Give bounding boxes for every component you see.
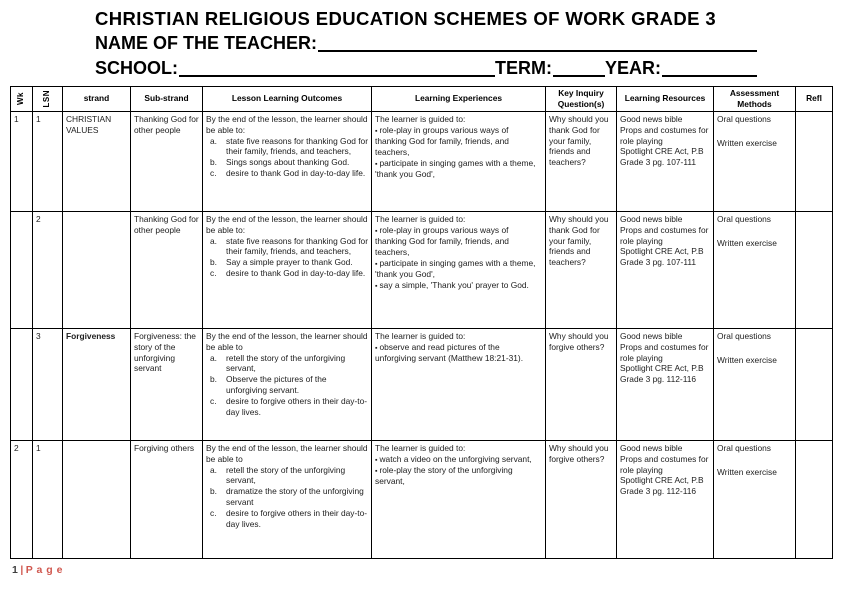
table-header-row <box>11 86 833 111</box>
outcomes-intro: By the end of the lesson, the learner should be able to <box>206 442 368 464</box>
resource-line: Props and costumes for role playing <box>620 341 709 363</box>
bullet-icon: ▪ <box>375 467 378 475</box>
outcome-item: b. Observe the pictures of the unforgiving servant. <box>210 374 327 396</box>
experience-item: ▪ participate in singing games with a theme, 'thank you God', <box>375 157 536 179</box>
resources-cell <box>617 328 714 440</box>
wk-cell: 1 <box>11 111 33 211</box>
refl-cell <box>796 328 833 440</box>
assessment-method: Oral questions <box>717 213 771 224</box>
teacher-name-blank <box>318 50 757 52</box>
resource-line: Props and costumes for role playing <box>620 124 709 146</box>
outcomes-intro: By the end of the lesson, the learner should be able to <box>206 330 368 352</box>
col-header-assessment: Assessment Methods <box>714 86 796 111</box>
wk-cell: 2 <box>11 440 33 558</box>
col-header-wk: Wk <box>11 86 33 111</box>
key-inquiry-cell: Why should you forgive others? <box>546 328 617 440</box>
col-header-refl: Refl <box>796 86 833 111</box>
outcomes-intro: By the end of the lesson, the learner should be able to: <box>206 113 368 135</box>
bullet-icon: ▪ <box>375 260 378 268</box>
outcome-item: b. dramatize the story of the unforgiving servant <box>210 486 364 508</box>
outcomes-intro: By the end of the lesson, the learner should be able to: <box>206 213 368 235</box>
experiences-cell <box>372 111 546 211</box>
assessment-method: Written exercise <box>717 237 777 248</box>
term-label: TERM: <box>494 58 552 79</box>
outcome-item: b. Sings songs about thanking God. <box>210 157 350 168</box>
schemes-of-work-table <box>10 86 833 559</box>
assessment-method: Oral questions <box>717 442 771 453</box>
bullet-icon: ▪ <box>375 282 378 290</box>
experiences-intro: The learner is guided to: <box>375 330 466 341</box>
table-row <box>11 211 833 328</box>
resource-line: Good news bible <box>620 213 683 224</box>
col-header-experiences: Learning Experiences <box>372 86 546 111</box>
strand-cell <box>63 440 131 558</box>
assessment-method: Written exercise <box>717 137 777 148</box>
table-row <box>11 111 833 211</box>
resource-line: Props and costumes for role playing <box>620 453 709 475</box>
outcome-item: c. desire to thank God in day-to-day life. <box>210 268 366 279</box>
experience-item: ▪ participate in singing games with a theme, 'thank you God', <box>375 257 536 279</box>
key-inquiry-cell: Why should you thank God for your family, friends and teachers? <box>546 111 617 211</box>
footer-separator: | <box>20 563 24 576</box>
outcomes-cell <box>203 328 372 440</box>
strand-cell: CHRISTIAN VALUES <box>63 111 131 211</box>
resource-line: Props and costumes for role playing <box>620 224 709 246</box>
assessment-method: Oral questions <box>717 330 771 341</box>
teacher-label: NAME OF THE TEACHER: <box>95 33 317 54</box>
key-inquiry-cell: Why should you thank God for your family, friends and teachers? <box>546 211 617 328</box>
assessment-method: Oral questions <box>717 113 771 124</box>
strand-cell: Forgiveness <box>63 328 131 440</box>
teacher-name-line <box>95 34 757 54</box>
lsn-cell: 1 <box>33 440 63 558</box>
col-header-lsn: LSN <box>33 86 63 111</box>
lsn-cell: 1 <box>33 111 63 211</box>
experiences-cell <box>372 211 546 328</box>
resource-line: Spotlight CRE Act, P.B Grade 3 pg. 107-111 <box>620 246 704 268</box>
sub-strand-cell: Thanking God for other people <box>131 211 203 328</box>
page-footer <box>12 564 842 576</box>
bullet-icon: ▪ <box>375 344 378 352</box>
experience-item: ▪ role-play the story of the unforgiving servant, <box>375 464 513 486</box>
sub-strand-cell: Thanking God for other people <box>131 111 203 211</box>
refl-cell <box>796 111 833 211</box>
resource-line: Good news bible <box>620 330 683 341</box>
term-blank <box>553 75 605 77</box>
school-blank <box>179 75 495 77</box>
outcome-item: a. state five reasons for thanking God for their family, friends, and teachers, <box>210 235 368 257</box>
outcome-item: a. retell the story of the unforgiving servant, <box>210 464 346 486</box>
experience-item: ▪ role-play in groups various ways of thanking God for family, friends, and teachers, <box>375 224 509 257</box>
outcome-item: a. retell the story of the unforgiving servant, <box>210 352 346 374</box>
wk-cell <box>11 211 33 328</box>
resource-line: Spotlight CRE Act, P.B Grade 3 pg. 107-111 <box>620 146 704 168</box>
wk-cell <box>11 328 33 440</box>
school-term-year-line <box>95 59 757 79</box>
resource-line: Spotlight CRE Act, P.B Grade 3 pg. 112-116 <box>620 363 704 385</box>
lsn-cell: 2 <box>33 211 63 328</box>
assessment-cell <box>714 211 796 328</box>
experience-item: ▪ watch a video on the unforgiving servant, <box>375 453 532 464</box>
experiences-cell <box>372 440 546 558</box>
bullet-icon: ▪ <box>375 227 378 235</box>
sub-strand-cell: Forgiveness: the story of the unforgiving servant <box>131 328 203 440</box>
col-header-sub-strand: Sub-strand <box>131 86 203 111</box>
resources-cell <box>617 440 714 558</box>
document-header <box>95 8 757 79</box>
school-label: SCHOOL: <box>95 58 178 79</box>
refl-cell <box>796 440 833 558</box>
col-header-outcomes: Lesson Learning Outcomes <box>203 86 372 111</box>
lsn-cell: 3 <box>33 328 63 440</box>
col-header-strand: strand <box>63 86 131 111</box>
year-blank <box>662 75 757 77</box>
experience-item: ▪ say a simple, 'Thank you' prayer to God. <box>375 279 529 290</box>
outcomes-cell <box>203 211 372 328</box>
outcome-item: c. desire to thank God in day-to-day life. <box>210 168 366 179</box>
bullet-icon: ▪ <box>375 160 378 168</box>
resources-cell <box>617 111 714 211</box>
resource-line: Good news bible <box>620 442 683 453</box>
page-title: CHRISTIAN RELIGIOUS EDUCATION SCHEMES OF WORK GRADE 3 <box>95 8 717 29</box>
refl-cell <box>796 211 833 328</box>
bullet-icon: ▪ <box>375 127 378 135</box>
col-header-resources: Learning Resources <box>617 86 714 111</box>
outcome-item: c. desire to forgive others in their day-to-day lives. <box>210 508 368 530</box>
experiences-intro: The learner is guided to: <box>375 113 466 124</box>
outcomes-cell <box>203 440 372 558</box>
table-row <box>11 440 833 558</box>
table-row <box>11 328 833 440</box>
strand-cell <box>63 211 131 328</box>
resource-line: Spotlight CRE Act, P.B Grade 3 pg. 112-116 <box>620 475 704 497</box>
assessment-method: Written exercise <box>717 466 777 477</box>
assessment-method: Written exercise <box>717 354 777 365</box>
col-header-key-inquiry: Key Inquiry Question(s) <box>546 86 617 111</box>
outcome-item: c. desire to forgive others in their day-to-day lives. <box>210 396 368 418</box>
experience-item: ▪ role-play in groups various ways of thanking God for family, friends, and teachers, <box>375 124 509 157</box>
experiences-cell <box>372 328 546 440</box>
resources-cell <box>617 211 714 328</box>
outcome-item: a. state five reasons for thanking God for their family, friends, and teachers, <box>210 135 368 157</box>
year-label: YEAR: <box>604 58 661 79</box>
experience-item: ▪ observe and read pictures of the unforgiving servant (Matthew 18:21-31). <box>375 341 524 363</box>
resource-line: Good news bible <box>620 113 683 124</box>
page-number: 1 <box>12 563 19 576</box>
sub-strand-cell: Forgiving others <box>131 440 203 558</box>
outcomes-cell <box>203 111 372 211</box>
assessment-cell <box>714 328 796 440</box>
assessment-cell <box>714 440 796 558</box>
footer-page-word: P a g e <box>25 563 63 576</box>
experiences-intro: The learner is guided to: <box>375 213 466 224</box>
assessment-cell <box>714 111 796 211</box>
outcome-item: b. Say a simple prayer to thank God. <box>210 257 353 268</box>
key-inquiry-cell: Why should you forgive others? <box>546 440 617 558</box>
bullet-icon: ▪ <box>375 456 378 464</box>
experiences-intro: The learner is guided to: <box>375 442 466 453</box>
